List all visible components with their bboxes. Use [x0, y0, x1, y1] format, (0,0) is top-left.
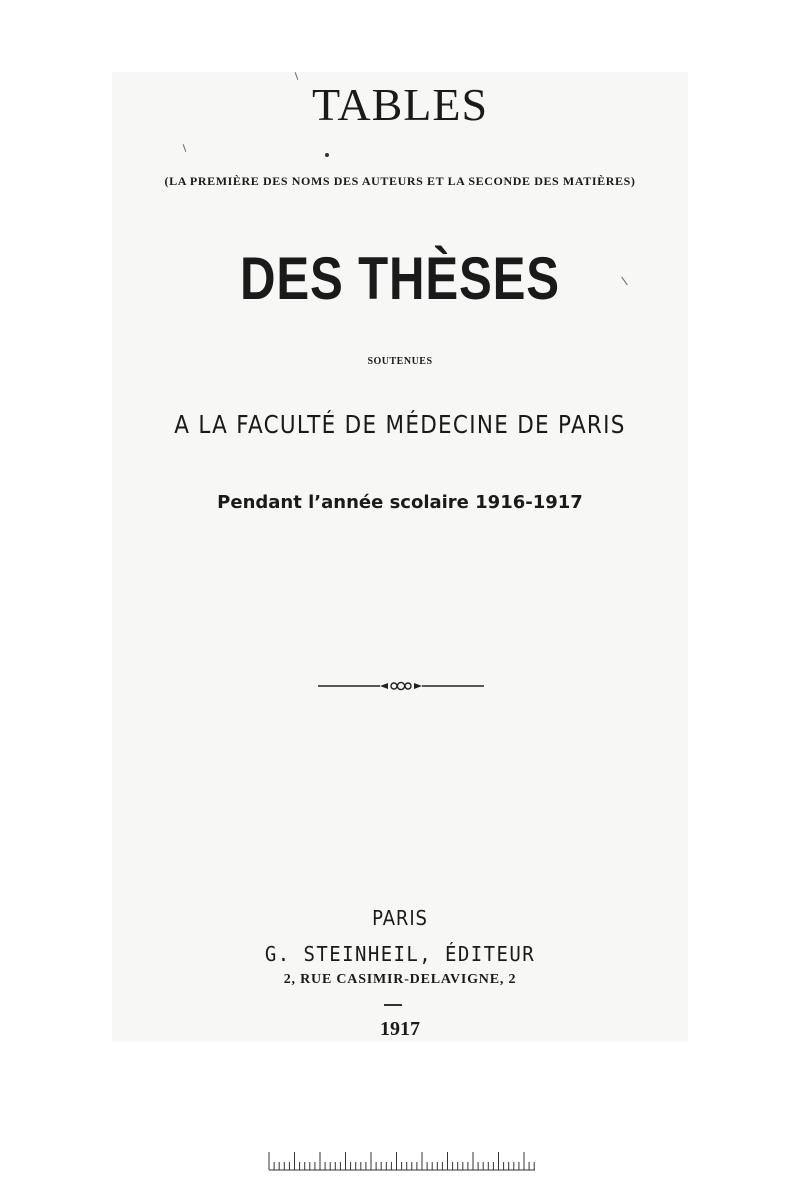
- ink-dot: [325, 153, 329, 157]
- title-tables: TABLES: [311, 79, 489, 130]
- academic-year: Pendant l’année scolaire 1916-1917: [217, 492, 583, 513]
- faculty-title: A LA FACULTÉ DE MÉDECINE DE PARIS: [174, 410, 626, 439]
- scale-ruler-icon: [268, 1150, 536, 1172]
- publisher-city: PARIS: [372, 906, 428, 930]
- publisher-name: G. STEINHEIL, ÉDITEUR: [264, 942, 536, 966]
- publisher-address: 2, RUE CASIMIR-DELAVIGNE, 2: [283, 972, 517, 987]
- paper-area: [112, 72, 688, 1042]
- main-title: DES THÈSES: [240, 245, 560, 312]
- separator-dash: [384, 1004, 402, 1006]
- publication-year: 1917: [380, 1018, 420, 1040]
- subtitle: (LA PREMIÈRE DES NOMS DES AUTEURS ET LA SECONDE DES MATIÈRES): [164, 174, 636, 188]
- soutenues-label: SOUTENUES: [367, 356, 433, 367]
- ornament-divider-icon: [318, 676, 484, 696]
